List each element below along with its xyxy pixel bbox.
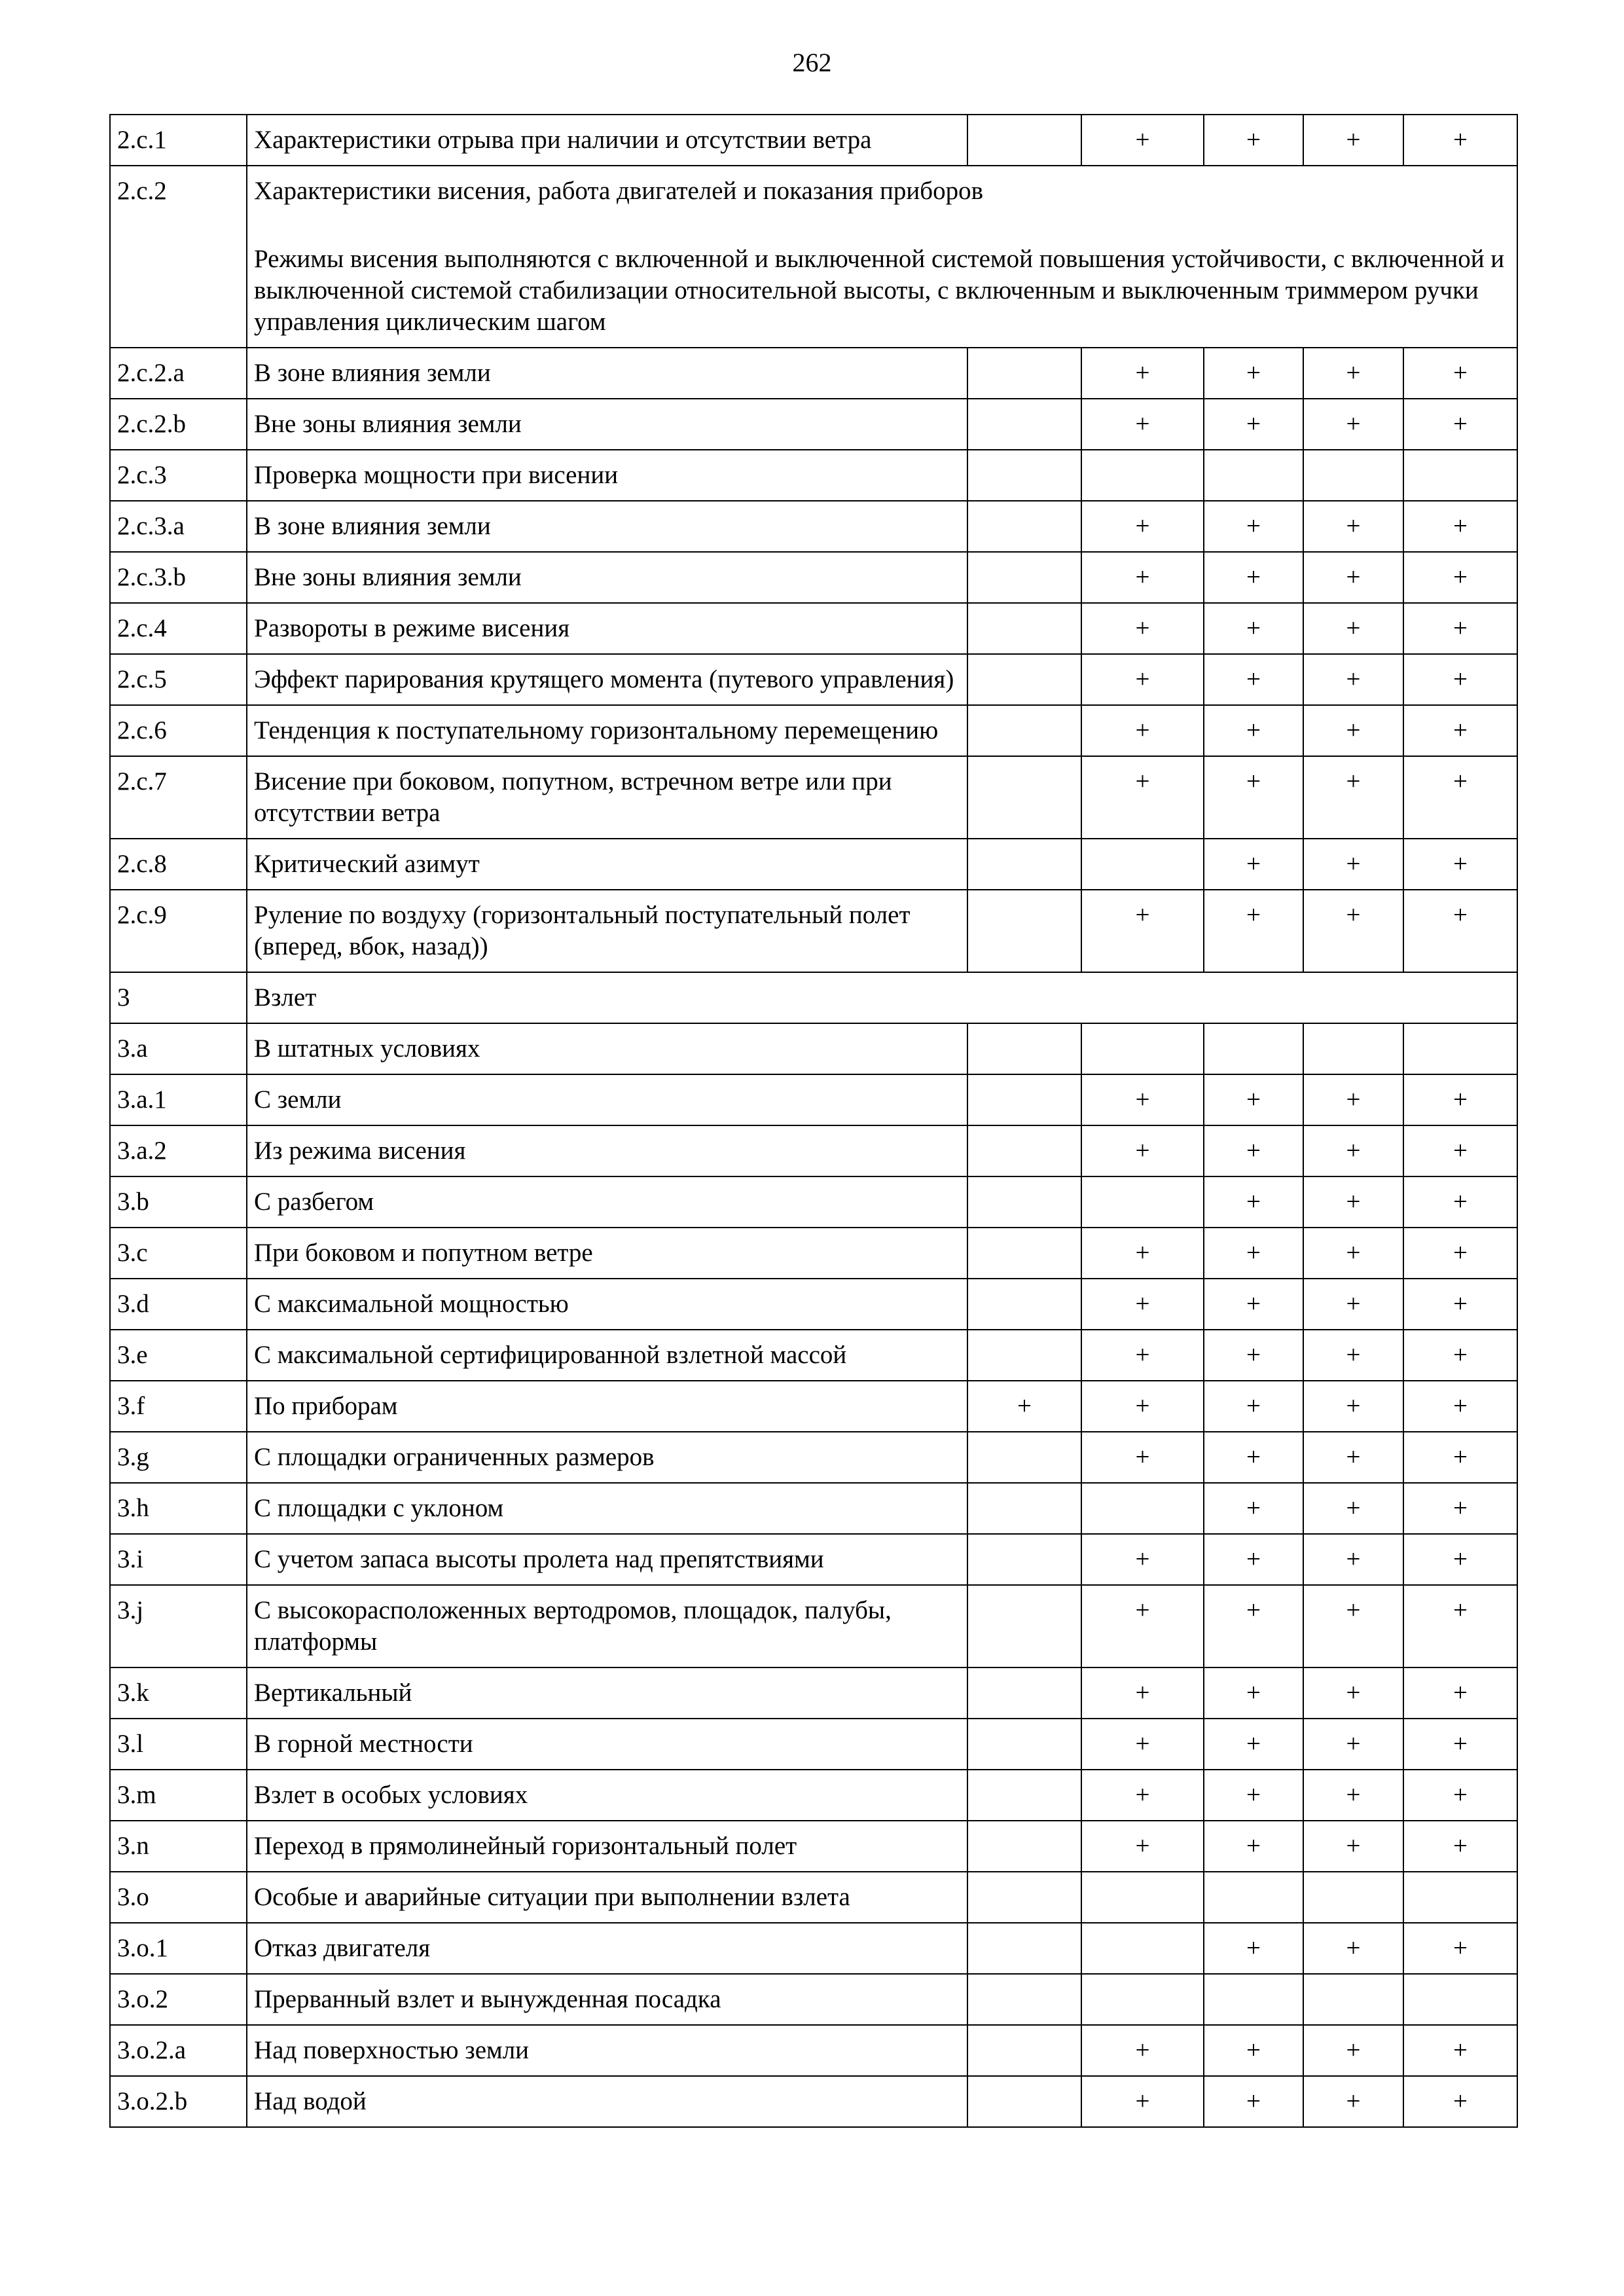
row-description: В штатных условиях [247,1023,967,1074]
mark-cell: + [1403,1719,1517,1770]
mark-cell [1403,1872,1517,1923]
row-code: 3.g [110,1432,247,1483]
table-row [110,839,1517,890]
mark-cell [967,1585,1081,1667]
mark-cell [967,1330,1081,1381]
mark-cell: + [1204,1534,1303,1585]
mark-cell: + [1204,399,1303,450]
row-description: Над поверхностью земли [247,2025,967,2076]
mark-cell: + [1081,2025,1204,2076]
mark-cell [967,654,1081,705]
mark-cell: + [1204,890,1303,972]
mark-cell: + [1303,1719,1403,1770]
row-description: С максимальной мощностью [247,1279,967,1330]
row-description: Вертикальный [247,1667,967,1719]
row-description: Развороты в режиме висения [247,603,967,654]
table-row [110,1279,1517,1330]
mark-cell [1204,450,1303,501]
mark-cell: + [1204,1125,1303,1176]
mark-cell: + [1303,890,1403,972]
row-code: 3 [110,972,247,1023]
mark-cell [1403,450,1517,501]
mark-cell: + [1204,1770,1303,1821]
mark-cell [1081,839,1204,890]
mark-cell: + [1403,115,1517,166]
row-code: 3.a.1 [110,1074,247,1125]
mark-cell: + [1403,1176,1517,1228]
mark-cell: + [1204,1074,1303,1125]
mark-cell: + [1303,1228,1403,1279]
mark-cell: + [1303,756,1403,839]
mark-cell: + [1403,1923,1517,1974]
table-row [110,399,1517,450]
row-description: Характеристики отрыва при наличии и отсутствии ветра [247,115,967,166]
mark-cell: + [1303,1330,1403,1381]
table-row [110,1483,1517,1534]
mark-cell: + [1081,1821,1204,1872]
mark-cell [1204,1872,1303,1923]
mark-cell [967,2076,1081,2127]
mark-cell [967,450,1081,501]
row-description: Руление по воздуху (горизонтальный поступательный полет (вперед, вбок, назад)) [247,890,967,972]
mark-cell: + [1303,1534,1403,1585]
mark-cell: + [1303,1821,1403,1872]
mark-cell [967,552,1081,603]
mark-cell: + [1204,1279,1303,1330]
row-description: В зоне влияния земли [247,501,967,552]
section-heading: Взлет [247,972,1517,1023]
row-description: Тенденция к поступательному горизонтальному перемещению [247,705,967,756]
row-code: 2.c.3.a [110,501,247,552]
mark-cell [967,1667,1081,1719]
mark-cell: + [1303,115,1403,166]
table-row [110,1585,1517,1667]
row-description: Эффект парирования крутящего момента (путевого управления) [247,654,967,705]
row-code: 3.k [110,1667,247,1719]
row-code: 2.c.8 [110,839,247,890]
mark-cell: + [1303,501,1403,552]
mark-cell: + [1403,1534,1517,1585]
mark-cell: + [1081,399,1204,450]
row-code: 2.c.7 [110,756,247,839]
table-row [110,1923,1517,1974]
mark-cell: + [1303,1483,1403,1534]
mark-cell: + [1303,1667,1403,1719]
table-row [110,1770,1517,1821]
mark-cell: + [1403,399,1517,450]
mark-cell: + [1403,1432,1517,1483]
row-description: Вне зоны влияния земли [247,399,967,450]
row-description: Висение при боковом, попутном, встречном ветре или при отсутствии ветра [247,756,967,839]
mark-cell [1081,1872,1204,1923]
row-description: В горной местности [247,1719,967,1770]
mark-cell [1303,1974,1403,2025]
row-description: Особые и аварийные ситуации при выполнении взлета [247,1872,967,1923]
mark-cell: + [1403,1770,1517,1821]
row-code: 3.o.2.b [110,2076,247,2127]
mark-cell: + [1081,654,1204,705]
mark-cell: + [1403,348,1517,399]
mark-cell: + [1081,1125,1204,1176]
row-description: Взлет в особых условиях [247,1770,967,1821]
mark-cell: + [1303,1381,1403,1432]
row-code: 3.m [110,1770,247,1821]
mark-cell: + [1303,1074,1403,1125]
mark-cell: + [1303,399,1403,450]
mark-cell [967,348,1081,399]
mark-cell [967,890,1081,972]
mark-cell [967,1176,1081,1228]
mark-cell: + [1303,552,1403,603]
row-code: 3.d [110,1279,247,1330]
mark-cell: + [1303,2025,1403,2076]
table-row [110,552,1517,603]
table-row [110,603,1517,654]
table-row [110,705,1517,756]
mark-cell: + [1303,1585,1403,1667]
row-description: Прерванный взлет и вынужденная посадка [247,1974,967,2025]
row-code: 2.c.2.a [110,348,247,399]
mark-cell: + [1303,654,1403,705]
mark-cell: + [1204,1719,1303,1770]
row-code: 2.c.2.b [110,399,247,450]
table-row [110,654,1517,705]
mark-cell [1081,1023,1204,1074]
mark-cell: + [1081,348,1204,399]
mark-cell [967,115,1081,166]
mark-cell: + [1204,115,1303,166]
row-code: 2.c.9 [110,890,247,972]
row-description: Проверка мощности при висении [247,450,967,501]
table-row [110,1228,1517,1279]
mark-cell: + [1403,1125,1517,1176]
row-code: 3.a.2 [110,1125,247,1176]
mark-cell: + [1204,1821,1303,1872]
mark-cell [967,756,1081,839]
mark-cell: + [1081,1719,1204,1770]
mark-cell: + [1204,1483,1303,1534]
mark-cell: + [1081,1770,1204,1821]
table-row [110,348,1517,399]
mark-cell: + [1403,1074,1517,1125]
row-description: Над водой [247,2076,967,2127]
mark-cell [967,1821,1081,1872]
row-description: Характеристики висения, работа двигателей и показания приборов [254,177,983,205]
mark-cell: + [1204,2025,1303,2076]
mark-cell: + [1303,839,1403,890]
mark-cell: + [1403,1667,1517,1719]
mark-cell: + [1403,603,1517,654]
mark-cell [967,705,1081,756]
mark-cell: + [1204,1330,1303,1381]
mark-cell [1303,1023,1403,1074]
row-code: 2.c.5 [110,654,247,705]
row-code: 3.i [110,1534,247,1585]
mark-cell [967,1872,1081,1923]
mark-cell: + [1081,756,1204,839]
table-row [110,1023,1517,1074]
mark-cell: + [1204,348,1303,399]
table-row [110,756,1517,839]
mark-cell [967,603,1081,654]
mark-cell: + [1081,1279,1204,1330]
row-description: В зоне влияния земли [247,348,967,399]
mark-cell: + [1081,501,1204,552]
mark-cell [967,1770,1081,1821]
table-row [110,2076,1517,2127]
mark-cell: + [1403,705,1517,756]
mark-cell [1081,450,1204,501]
row-code: 3.o [110,1872,247,1923]
row-code: 3.c [110,1228,247,1279]
mark-cell: + [1081,603,1204,654]
mark-cell [1403,1023,1517,1074]
row-code: 2.c.6 [110,705,247,756]
row-description: Критический азимут [247,839,967,890]
mark-cell: + [1204,705,1303,756]
table-row [110,115,1517,166]
row-note: Режимы висения выполняются с включенной и выключенной системой повышения устойчивости, с включенной и выключенной системой стабилизации относительной высоты, с включенным и выключенным триммером ручки управления циклическим шагом [254,245,1505,336]
mark-cell: + [1403,2025,1517,2076]
table-row [110,1719,1517,1770]
mark-cell: + [1081,1330,1204,1381]
mark-cell [1081,1974,1204,2025]
mark-cell [967,399,1081,450]
mark-cell: + [1303,1432,1403,1483]
row-description: С разбегом [247,1176,967,1228]
mark-cell: + [1403,1821,1517,1872]
row-code: 3.a [110,1023,247,1074]
mark-cell [967,1279,1081,1330]
mark-cell: + [1303,603,1403,654]
requirements-table [109,114,1518,2128]
mark-cell: + [1204,1176,1303,1228]
table-row [110,450,1517,501]
mark-cell: + [1403,501,1517,552]
table-row [110,1821,1517,1872]
row-description: Переход в прямолинейный горизонтальный полет [247,1821,967,1872]
row-description: При боковом и попутном ветре [247,1228,967,1279]
mark-cell: + [1303,1923,1403,1974]
table-row [110,890,1517,972]
mark-cell [967,1534,1081,1585]
table-row [110,1667,1517,1719]
mark-cell: + [1204,501,1303,552]
row-code: 3.j [110,1585,247,1667]
mark-cell: + [1204,1585,1303,1667]
mark-cell: + [1204,2076,1303,2127]
mark-cell [967,839,1081,890]
mark-cell: + [1081,552,1204,603]
table-row [110,1534,1517,1585]
mark-cell [1303,1872,1403,1923]
mark-cell [967,2025,1081,2076]
mark-cell: + [1303,1770,1403,1821]
mark-cell [967,1228,1081,1279]
row-description: С высокорасположенных вертодромов, площадок, палубы, платформы [247,1585,967,1667]
table-row [110,1330,1517,1381]
mark-cell [1081,1923,1204,1974]
mark-cell: + [1403,1483,1517,1534]
row-description: С максимальной сертифицированной взлетной массой [247,1330,967,1381]
mark-cell [967,501,1081,552]
mark-cell [967,1483,1081,1534]
row-description: Из режима висения [247,1125,967,1176]
row-description: С земли [247,1074,967,1125]
mark-cell [967,1125,1081,1176]
mark-cell [967,1923,1081,1974]
row-code: 3.h [110,1483,247,1534]
mark-cell: + [1403,839,1517,890]
mark-cell: + [1403,1330,1517,1381]
mark-cell: + [1081,1432,1204,1483]
mark-cell: + [1081,1534,1204,1585]
mark-cell: + [1303,1125,1403,1176]
page-number: 262 [792,48,832,77]
mark-cell: + [1204,756,1303,839]
mark-cell: + [1204,552,1303,603]
row-code: 2.c.2 [110,166,247,348]
mark-cell: + [1403,552,1517,603]
mark-cell: + [1081,1074,1204,1125]
row-description: С площадки с уклоном [247,1483,967,1534]
row-code: 2.c.4 [110,603,247,654]
mark-cell: + [1081,1381,1204,1432]
mark-cell [1081,1176,1204,1228]
row-code: 3.e [110,1330,247,1381]
mark-cell [1303,450,1403,501]
row-code: 2.c.3 [110,450,247,501]
mark-cell: + [1081,2076,1204,2127]
row-description: Вне зоны влияния земли [247,552,967,603]
mark-cell: + [967,1381,1081,1432]
mark-cell: + [1303,705,1403,756]
mark-cell: + [1403,1381,1517,1432]
mark-cell: + [1204,603,1303,654]
table-row [110,501,1517,552]
mark-cell [1081,1483,1204,1534]
mark-cell: + [1204,1923,1303,1974]
table-row [110,1974,1517,2025]
row-code: 3.f [110,1381,247,1432]
row-description: С учетом запаса высоты пролета над препятствиями [247,1534,967,1585]
mark-cell [967,1974,1081,2025]
table-row [110,1432,1517,1483]
mark-cell: + [1403,890,1517,972]
mark-cell [1204,1974,1303,2025]
row-description: Отказ двигателя [247,1923,967,1974]
table-row [110,972,1517,1023]
mark-cell [967,1719,1081,1770]
mark-cell [1204,1023,1303,1074]
table-row [110,1074,1517,1125]
table-row [110,1125,1517,1176]
mark-cell: + [1204,839,1303,890]
mark-cell: + [1081,890,1204,972]
mark-cell: + [1081,1585,1204,1667]
table-row [110,166,1517,348]
table-row [110,1872,1517,1923]
mark-cell: + [1403,1279,1517,1330]
row-code: 2.c.3.b [110,552,247,603]
row-description: С площадки ограниченных размеров [247,1432,967,1483]
row-code: 3.o.2 [110,1974,247,2025]
row-code: 3.n [110,1821,247,1872]
mark-cell: + [1204,1667,1303,1719]
row-code: 3.o.1 [110,1923,247,1974]
table-row [110,1176,1517,1228]
table-row [110,2025,1517,2076]
mark-cell: + [1204,1381,1303,1432]
mark-cell: + [1204,1228,1303,1279]
mark-cell [967,1432,1081,1483]
row-description-with-note [247,166,1517,348]
mark-cell: + [1403,1585,1517,1667]
mark-cell: + [1081,1228,1204,1279]
row-code: 3.l [110,1719,247,1770]
mark-cell [967,1074,1081,1125]
mark-cell: + [1403,654,1517,705]
mark-cell: + [1204,1432,1303,1483]
row-code: 2.c.1 [110,115,247,166]
mark-cell: + [1303,348,1403,399]
mark-cell [1403,1974,1517,2025]
mark-cell: + [1081,1667,1204,1719]
row-code: 3.b [110,1176,247,1228]
mark-cell: + [1303,1279,1403,1330]
mark-cell: + [1403,2076,1517,2127]
mark-cell: + [1081,705,1204,756]
mark-cell: + [1303,1176,1403,1228]
mark-cell: + [1403,1228,1517,1279]
row-code: 3.o.2.a [110,2025,247,2076]
mark-cell [967,1023,1081,1074]
mark-cell: + [1081,115,1204,166]
row-description: По приборам [247,1381,967,1432]
table-row [110,1381,1517,1432]
mark-cell: + [1303,2076,1403,2127]
mark-cell: + [1204,654,1303,705]
mark-cell: + [1403,756,1517,839]
